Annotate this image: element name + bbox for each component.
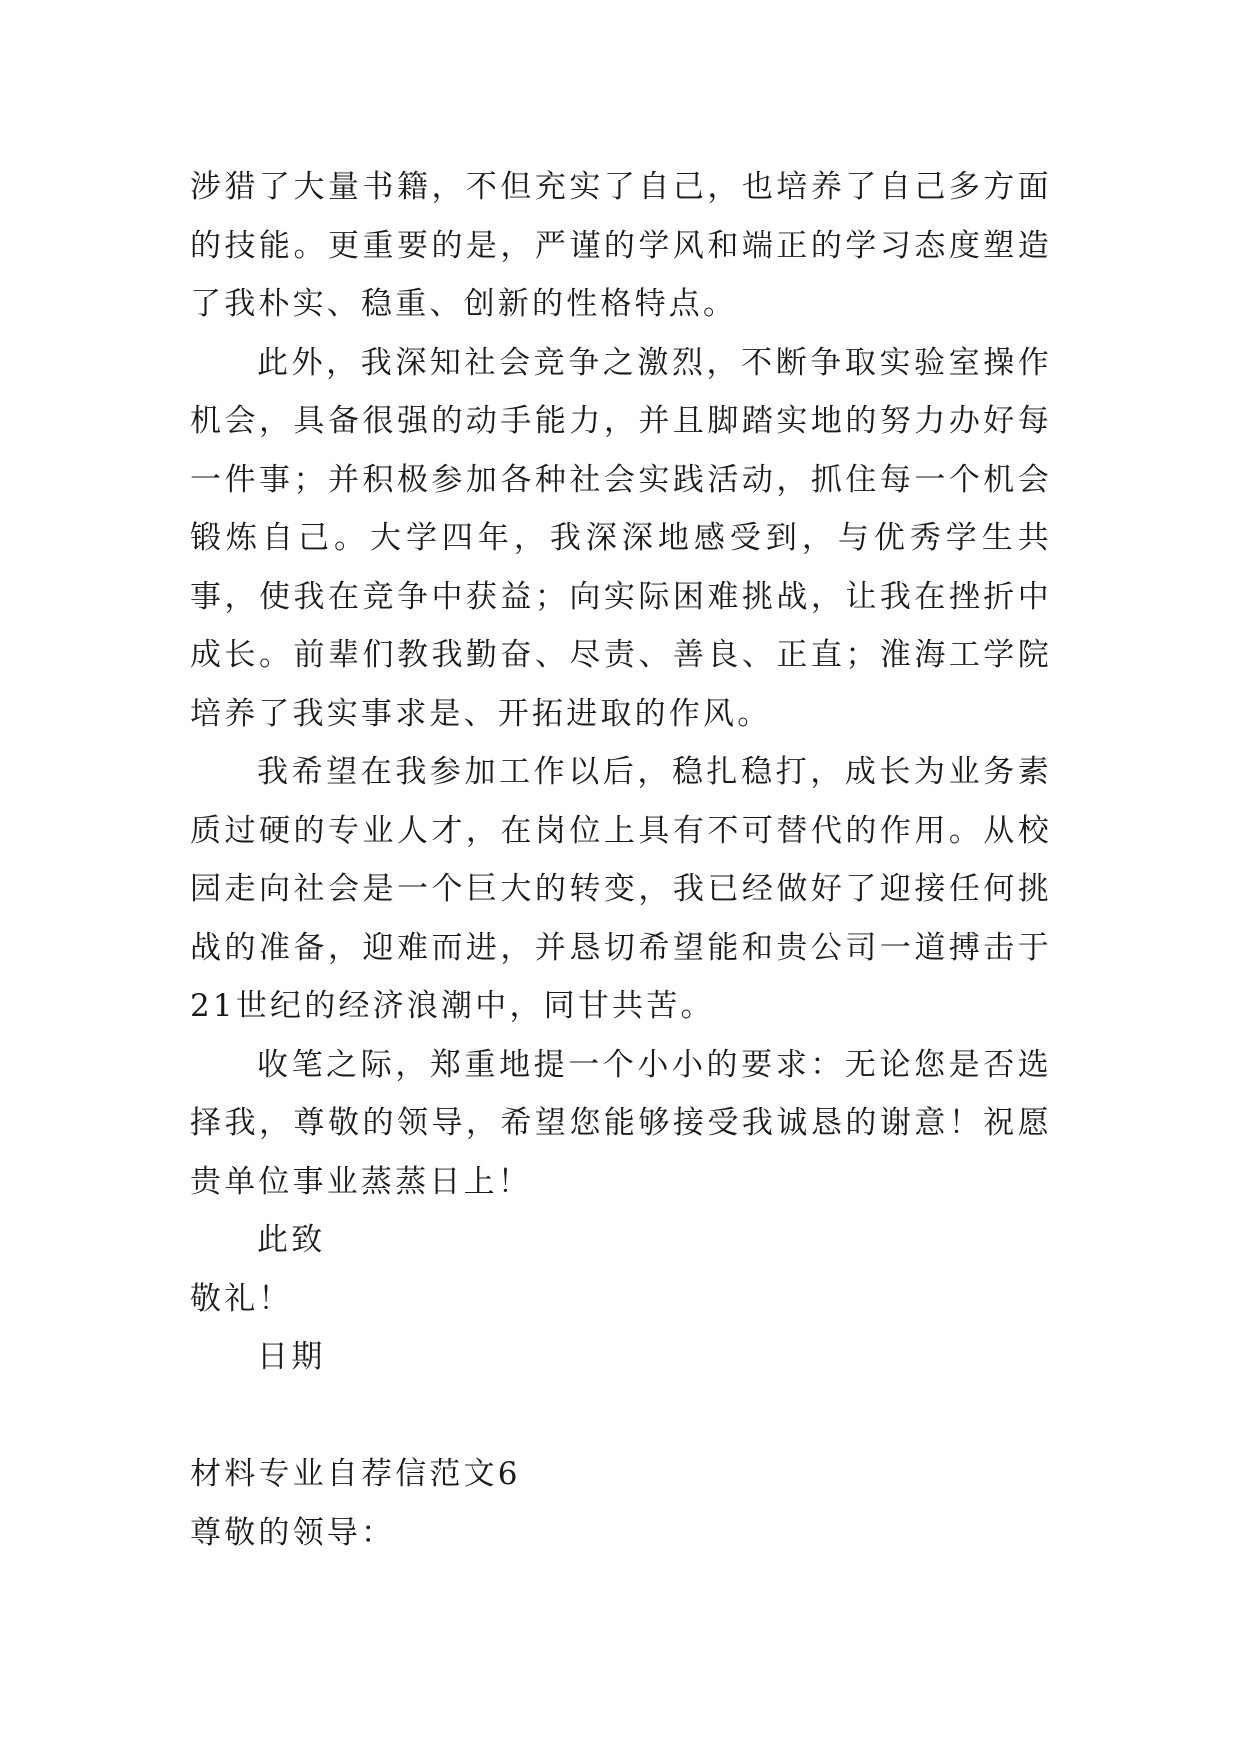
section-title: 材料专业自荐信范文6 bbox=[190, 1456, 521, 1492]
paragraph-education: 涉猎了大量书籍，不但充实了自己，也培养了自己多方面的技能。更重要的是，严谨的学风和端正的学习态度塑造了我朴实、稳重、创新的性格特点。 bbox=[190, 169, 1052, 322]
closing-date: 日期 bbox=[257, 1339, 326, 1375]
paragraph-closing-request: 收笔之际，郑重地提一个小小的要求：无论您是否选择我，尊敬的领导，希望您能够接受我诚恳的谢意！祝愿贵单位事业蒸蒸日上！ bbox=[190, 1046, 1052, 1200]
paragraph-practice: 此外，我深知社会竞争之激烈，不断争取实验室操作机会，具备很强的动手能力，并且脚踏实地的努力办好每一件事；并积极参加各种社会实践活动，抓住每一个机会锻炼自己。大学四年，我深深地感受到，与优秀学生共事，使我在竞争中获益；向实际困难挑战，让我在挫折中成长。前辈们教我勤奋、尽责、善良、正直；淮海工学院培养了我实事求是、开拓进取的作风。 bbox=[190, 344, 1052, 732]
section-salutation: 尊敬的领导： bbox=[190, 1514, 396, 1551]
section-spacer bbox=[190, 1387, 1052, 1446]
closing-salute: 敬礼！ bbox=[190, 1280, 293, 1317]
closing-greeting: 此致 bbox=[257, 1222, 326, 1258]
paragraph-aspiration: 我希望在我参加工作以后，稳扎稳打，成长为业务素质过硬的专业人才，在岗位上具有不可替代的作用。从校园走向社会是一个巨大的转变，我已经做好了迎接任何挑战的准备，迎难而进，并恳切希望能和贵公司一道搏击于21世纪的经济浪潮中，同甘共苦。 bbox=[190, 754, 1052, 1024]
letter-body bbox=[190, 158, 1052, 1562]
